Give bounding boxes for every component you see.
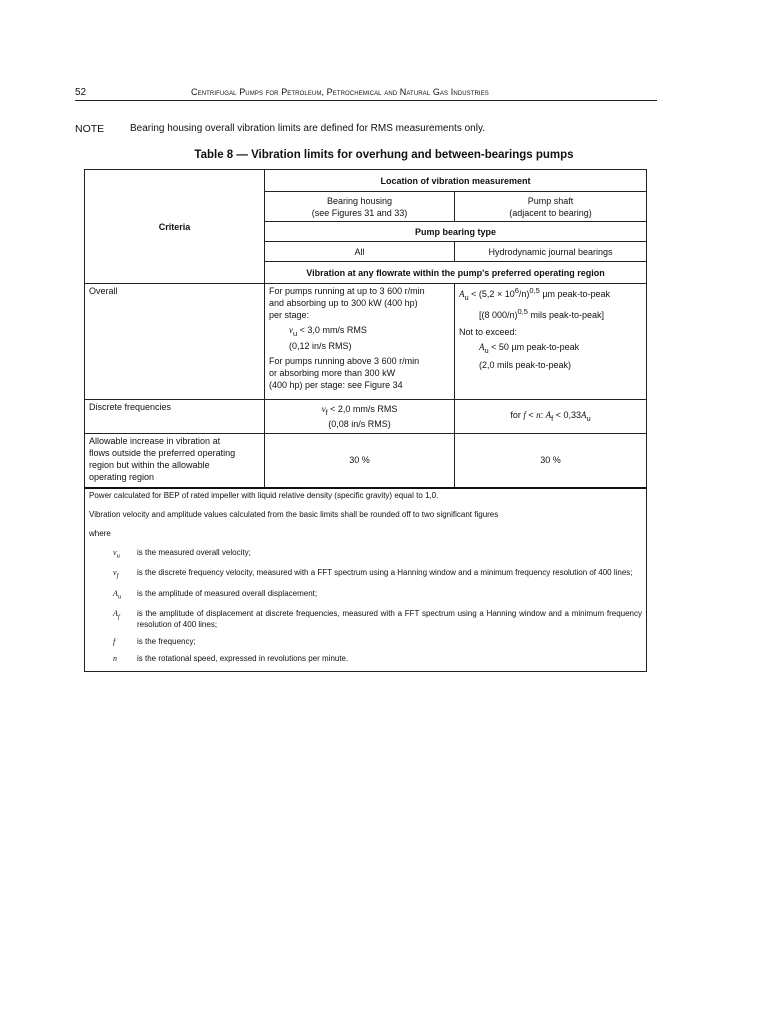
allowable-increase-line4: operating region — [89, 472, 155, 482]
shaft-limit-part-a: < (5,2 × 10 — [468, 289, 515, 299]
definition-symbol-subscript: u — [116, 552, 120, 560]
discrete-velocity-subscript: f — [325, 407, 328, 417]
velocity-limit-value: < 3,0 mm/s RMS — [297, 325, 367, 335]
discrete-amplitude-subscript: f — [551, 413, 554, 423]
definition-symbol — [89, 608, 137, 630]
overall-shaft-line2 — [459, 306, 642, 321]
definition-symbol-subscript: f — [116, 572, 119, 580]
footnote-rounding: Vibration velocity and amplitude values calculated from the basic limits shall be rounded off to two significant figures — [89, 509, 499, 519]
discrete-housing-line2: (0,08 in/s RMS) — [328, 419, 391, 430]
pump-bearing-type-header: Pump bearing type — [265, 222, 647, 242]
footnote-power: Power calculated for BEP of rated impeller with liquid relative density (specific gravity) equal to 1,0. — [89, 490, 439, 500]
pump-shaft-line2: (adjacent to bearing) — [509, 207, 592, 218]
vibration-limits-table — [84, 169, 647, 672]
bearing-housing-header — [265, 192, 455, 222]
overall-housing-line6: (400 hp) per stage: see Figure 34 — [269, 379, 403, 390]
overall-housing-line3: per stage: — [269, 310, 310, 320]
definition-row — [89, 547, 642, 562]
overall-housing-cell — [265, 284, 455, 400]
shaft-max-value: < 50 µm peak-to-peak — [488, 341, 580, 352]
overall-housing-velocity-imperial: (0,12 in/s RMS) — [289, 340, 352, 351]
discrete-amplitude-symbol: A — [545, 409, 552, 420]
definition-symbol — [89, 547, 137, 562]
amplitude-subscript: u — [464, 292, 469, 302]
definition-row — [89, 608, 642, 630]
overall-housing-velocity-limit — [269, 324, 450, 340]
note-text: Bearing housing overall vibration limits are defined for RMS measurements only. — [130, 123, 485, 134]
discrete-frequencies-label: Discrete frequencies — [85, 400, 265, 434]
shaft-limit-part-b: /n) — [518, 289, 530, 299]
overall-housing-line2: and absorbing up to 300 kW (400 hp) — [269, 298, 418, 308]
amplitude-subscript-max: u — [484, 345, 489, 355]
shaft-imperial-exponent: 0,5 — [517, 306, 528, 316]
discrete-shaft-colon: : — [540, 409, 546, 420]
page-number: 52 — [75, 87, 87, 98]
velocity-subscript: u — [293, 328, 298, 338]
overall-shaft-max-imperial: (2,0 mils peak-to-peak) — [479, 359, 572, 370]
table-title: Table 8 — Vibration limits for overhung and between-bearings pumps — [194, 149, 574, 161]
vibration-region-header: Vibration at any flowrate within the pump's preferred operating region — [265, 262, 647, 284]
definition-symbol-letter: f — [113, 637, 116, 647]
amplitude-symbol-max: A — [479, 341, 485, 352]
shaft-limit-part-c: µm peak-to-peak — [539, 289, 611, 299]
allowable-increase-housing: 30 % — [265, 434, 455, 488]
table-footnote — [85, 488, 647, 672]
shaft-limit-exponent-2: 0,5 — [529, 286, 540, 295]
definition-text: is the frequency; — [137, 637, 196, 647]
allowable-increase-shaft: 30 % — [455, 434, 647, 488]
definition-row — [89, 588, 642, 603]
pump-shaft-header — [455, 192, 647, 222]
definition-text: is the measured overall velocity; — [137, 547, 251, 557]
overall-label: Overall — [85, 284, 265, 400]
amplitude-symbol: A — [459, 289, 465, 299]
definition-symbol-subscript: f — [117, 613, 120, 621]
note-label: NOTE — [75, 123, 105, 135]
allowable-increase-cell — [85, 434, 265, 488]
velocity-symbol: v — [289, 325, 293, 335]
definition-symbol-letter: v — [113, 547, 117, 557]
overall-amplitude-symbol: A — [581, 409, 587, 420]
speed-symbol: n — [536, 409, 541, 420]
definition-symbol-letter: A — [113, 588, 118, 598]
running-header-title: Centrifugal Pumps for Petroleum, Petrochemical and Natural Gas Industries — [191, 87, 489, 97]
pump-shaft-line1: Pump shaft — [527, 195, 574, 206]
definition-text: is the amplitude of displacement at discrete frequencies, measured with a FFT spectrum using a Hanning window and a minimum frequency resolution of 400 lines; — [137, 609, 642, 630]
discrete-velocity-value: < 2,0 mm/s RMS — [327, 403, 398, 414]
discrete-housing-cell — [265, 400, 455, 434]
definition-symbol — [89, 588, 137, 603]
shaft-imperial-part-b: mils peak-to-peak] — [527, 309, 604, 320]
overall-housing-line1: For pumps running at up to 3 600 r/min — [269, 286, 425, 296]
bearing-type-hydrodynamic: Hydrodynamic journal bearings — [455, 242, 647, 262]
overall-shaft-not-exceed: Not to exceed: — [459, 326, 518, 337]
definition-symbol-subscript: u — [117, 593, 122, 601]
discrete-shaft-prefix: for — [510, 409, 524, 420]
definition-row — [89, 636, 642, 647]
definition-symbol — [89, 653, 137, 664]
discrete-shaft-cell — [455, 400, 647, 434]
criteria-header: Criteria — [85, 170, 265, 284]
definition-text: is the discrete frequency velocity, measured with a FFT spectrum using a Hanning window and a minimum frequency resolution of 400 lines; — [137, 568, 633, 578]
overall-amplitude-subscript: u — [586, 413, 591, 423]
location-header: Location of vibration measurement — [265, 170, 647, 192]
definition-symbol-letter: n — [113, 654, 117, 664]
definition-symbol-letter: A — [113, 609, 118, 619]
discrete-housing-line1 — [269, 403, 450, 419]
shaft-limit-exponent-1: 6 — [514, 286, 519, 295]
allowable-increase-line2: flows outside the preferred operating — [89, 448, 236, 458]
definition-row — [89, 653, 642, 664]
discrete-shaft-ratio: < 0,33 — [553, 409, 581, 420]
frequency-symbol: f — [523, 409, 526, 420]
overall-shaft-cell — [455, 284, 647, 400]
overall-shaft-max-limit — [459, 341, 642, 357]
shaft-imperial-part-a: [(8 000/n) — [479, 309, 518, 320]
definition-row — [89, 567, 642, 582]
header-rule — [75, 100, 657, 101]
overall-housing-line5: or absorbing more than 300 kW — [269, 367, 396, 378]
definition-text: is the rotational speed, expressed in revolutions per minute. — [137, 654, 349, 664]
discrete-shaft-lt: < — [525, 409, 537, 420]
bearing-type-all: All — [265, 242, 455, 262]
definition-text: is the amplitude of measured overall displacement; — [137, 588, 318, 598]
overall-housing-line4: For pumps running above 3 600 r/min — [269, 355, 420, 366]
definition-symbol — [89, 567, 137, 582]
definition-symbol — [89, 636, 137, 647]
footnote-where: where — [89, 528, 111, 538]
discrete-velocity-symbol: v — [321, 403, 326, 414]
bearing-housing-line1: Bearing housing — [326, 195, 393, 206]
allowable-increase-line1: Allowable increase in vibration at — [89, 436, 221, 446]
allowable-increase-line3: region but within the allowable — [89, 460, 210, 470]
bearing-housing-line2: (see Figures 31 and 33) — [311, 207, 408, 218]
definition-symbol-letter: v — [113, 568, 117, 578]
overall-shaft-line1 — [459, 285, 642, 304]
